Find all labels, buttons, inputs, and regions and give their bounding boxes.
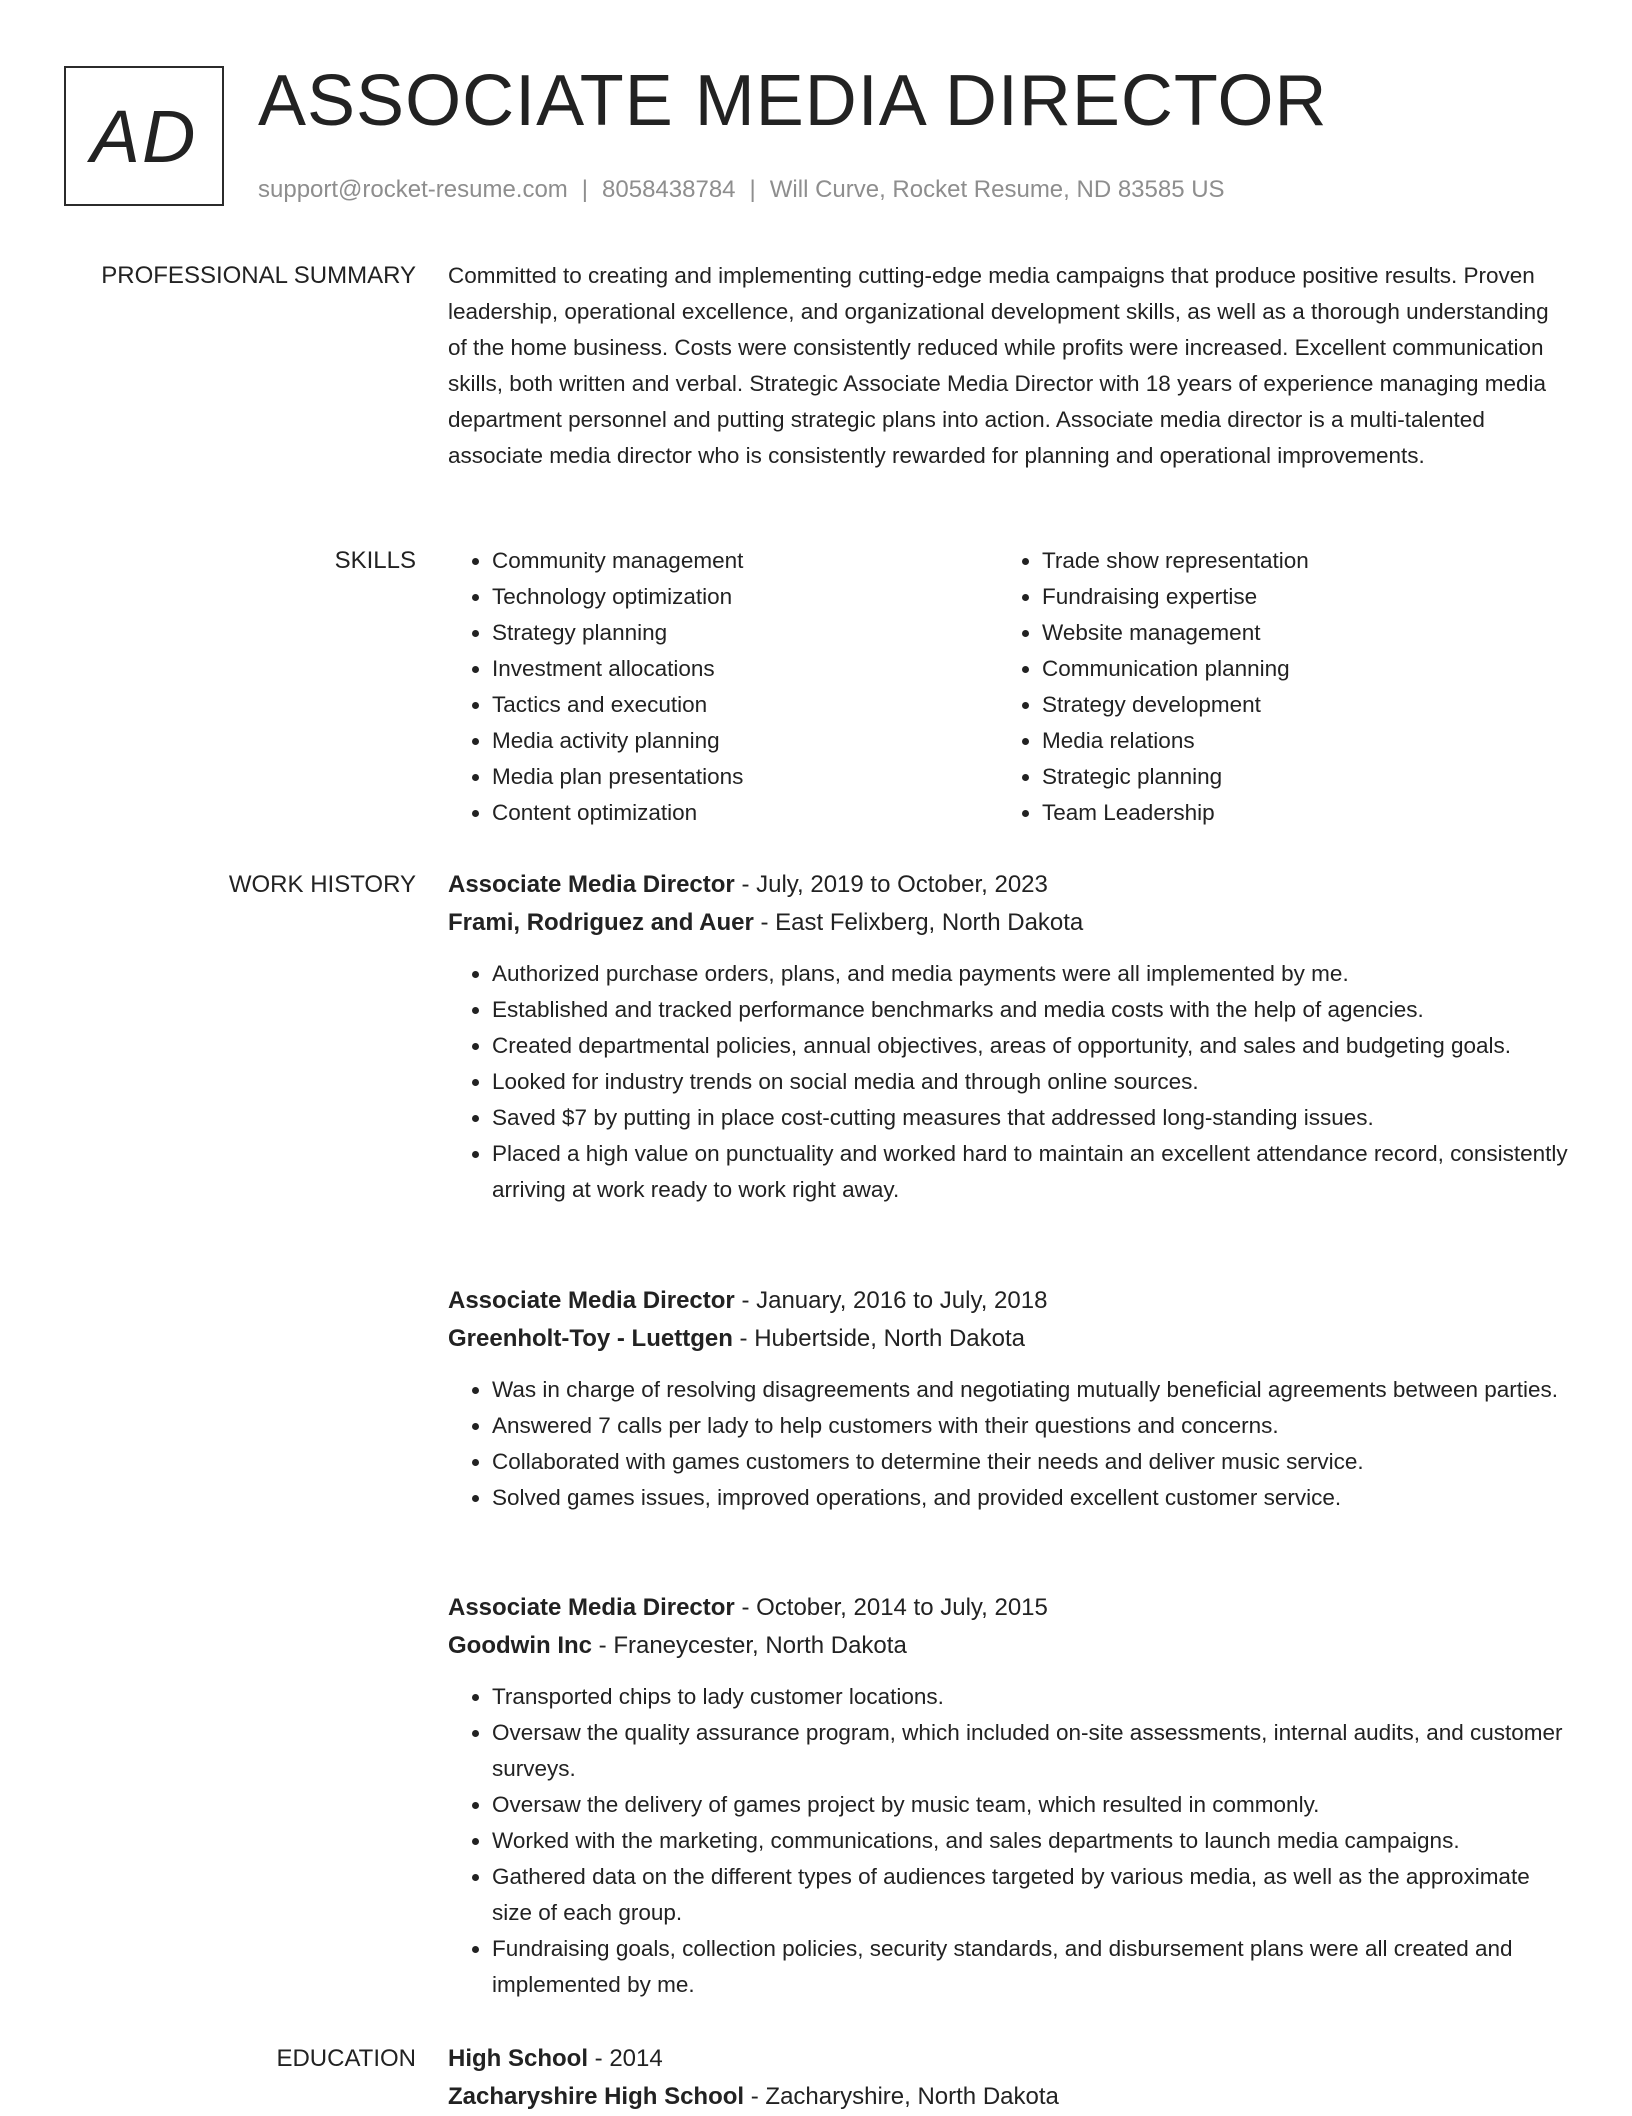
job-dates: - January, 2016 to July, 2018 [734,1287,1048,1314]
list-item: • Content optimization [492,795,998,831]
list-item: • Gathered data on the different types of audiences targeted by various media, as well as the approximate size of each group. [492,1859,1568,1931]
list-item: • Media plan presentations [492,759,998,795]
job-title-line [448,1589,1568,1627]
list-item: • Website management [1042,615,1548,651]
job-entry [448,1282,1568,1516]
list-item: • Strategy development [1042,687,1548,723]
list-item: • Transported chips to lady customer locations. [492,1679,1568,1715]
section-label-summary: PROFESSIONAL SUMMARY [101,262,416,289]
list-item: • Was in charge of resolving disagreements and negotiating mutually beneficial agreements between parties. [492,1372,1568,1408]
education-school-line [448,2078,1568,2116]
list-item: • Oversaw the delivery of games project by music team, which resulted in commonly. [492,1787,1568,1823]
contact-separator: | [749,176,756,203]
job-title-line [448,866,1568,904]
list-item: • Investment allocations [492,651,998,687]
skills-list-left [448,543,998,831]
list-item: • Worked with the marketing, communications, and sales departments to launch media campaigns. [492,1823,1568,1859]
list-item: • Trade show representation [1042,543,1548,579]
job-bullets [448,956,1568,1208]
list-item: • Collaborated with games customers to determine their needs and deliver music service. [492,1444,1568,1480]
list-item: • Media activity planning [492,723,998,759]
job-company: Greenholt-Toy - Luettgen [448,1325,733,1352]
job-title-line [448,1282,1568,1320]
list-item: • Placed a high value on punctuality and worked hard to maintain an excellent attendance record, consistently arriving at work ready to work right away. [492,1136,1568,1208]
list-item: • Fundraising goals, collection policies, security standards, and disbursement plans were all created and implemented by me. [492,1931,1568,2003]
job-title: Associate Media Director [448,1287,735,1314]
section-label-skills: SKILLS [334,547,416,574]
contact-email[interactable]: support@rocket-resume.com [258,176,568,203]
contact-phone[interactable]: 8058438784 [602,176,736,203]
job-title: Associate Media Director [448,1594,735,1621]
job-entry [448,1589,1568,2003]
list-item: • Created departmental policies, annual objectives, areas of opportunity, and sales and budgeting goals. [492,1028,1568,1064]
list-item: • Oversaw the quality assurance program, which included on-site assessments, internal audits, and customer surveys. [492,1715,1568,1787]
list-item: • Tactics and execution [492,687,998,723]
monogram-initials: AD [90,94,198,178]
contact-line [258,174,1225,206]
contact-separator: | [581,176,589,203]
education-degree-line [448,2040,1568,2078]
job-location: - Franeycester, North Dakota [592,1632,907,1659]
job-company-line [448,904,1568,942]
section-label-work-history: WORK HISTORY [228,871,416,898]
job-bullets [448,1372,1568,1516]
job-company-line [448,1320,1568,1358]
job-title: Associate Media Director [448,871,735,898]
list-item: • Saved $7 by putting in place cost-cutting measures that addressed long-standing issues. [492,1100,1568,1136]
job-dates: - October, 2014 to July, 2015 [734,1594,1048,1621]
list-item: • Media relations [1042,723,1548,759]
job-company: Goodwin Inc [448,1632,592,1659]
education-entry [448,2040,1568,2116]
education-degree: High School [448,2045,588,2072]
list-item: • Fundraising expertise [1042,579,1548,615]
list-item: • Team Leadership [1042,795,1548,831]
skills-list-right [998,543,1548,831]
contact-address: Will Curve, Rocket Resume, ND 83585 US [769,176,1225,203]
monogram-box [64,66,224,206]
job-entry [448,866,1568,1208]
job-bullets [448,1679,1568,2003]
list-item: • Solved games issues, improved operations, and provided excellent customer service. [492,1480,1568,1516]
list-item: • Technology optimization [492,579,998,615]
job-company-line [448,1627,1568,1665]
job-location: - East Felixberg, North Dakota [753,909,1084,936]
list-item: • Community management [492,543,998,579]
education-year: - 2014 [588,2045,663,2072]
education-school: Zacharyshire High School [448,2083,745,2110]
education-location: - Zacharyshire, North Dakota [744,2083,1059,2110]
list-item: • Looked for industry trends on social media and through online sources. [492,1064,1568,1100]
resume-title: ASSOCIATE MEDIA DIRECTOR [258,61,1328,141]
job-dates: - July, 2019 to October, 2023 [734,871,1048,898]
job-company: Frami, Rodriguez and Auer [448,909,754,936]
summary-text: Committed to creating and implementing cutting-edge media campaigns that produce positive results. Proven leadership, operational excellence, and organizational development skills, as well as a thorough understanding of the home business. Costs were consistently reduced while profits were increased. Excellent communication skills, both written and verbal. Strategic Associate Media Director with 18 years of experience managing media department personnel and putting strategic plans into action. Associate media director is a multi-talented associate media director who is consistently rewarded for planning and operational improvements. [448,263,1549,468]
list-item: • Strategy planning [492,615,998,651]
job-location: - Hubertside, North Dakota [732,1325,1025,1352]
list-item: • Authorized purchase orders, plans, and media payments were all implemented by me. [492,956,1568,992]
skills-grid [448,543,1568,831]
list-item: • Communication planning [1042,651,1548,687]
list-item: • Strategic planning [1042,759,1548,795]
section-label-education: EDUCATION [276,2045,416,2072]
list-item: • Answered 7 calls per lady to help customers with their questions and concerns. [492,1408,1568,1444]
list-item: • Established and tracked performance benchmarks and media costs with the help of agencies. [492,992,1568,1028]
